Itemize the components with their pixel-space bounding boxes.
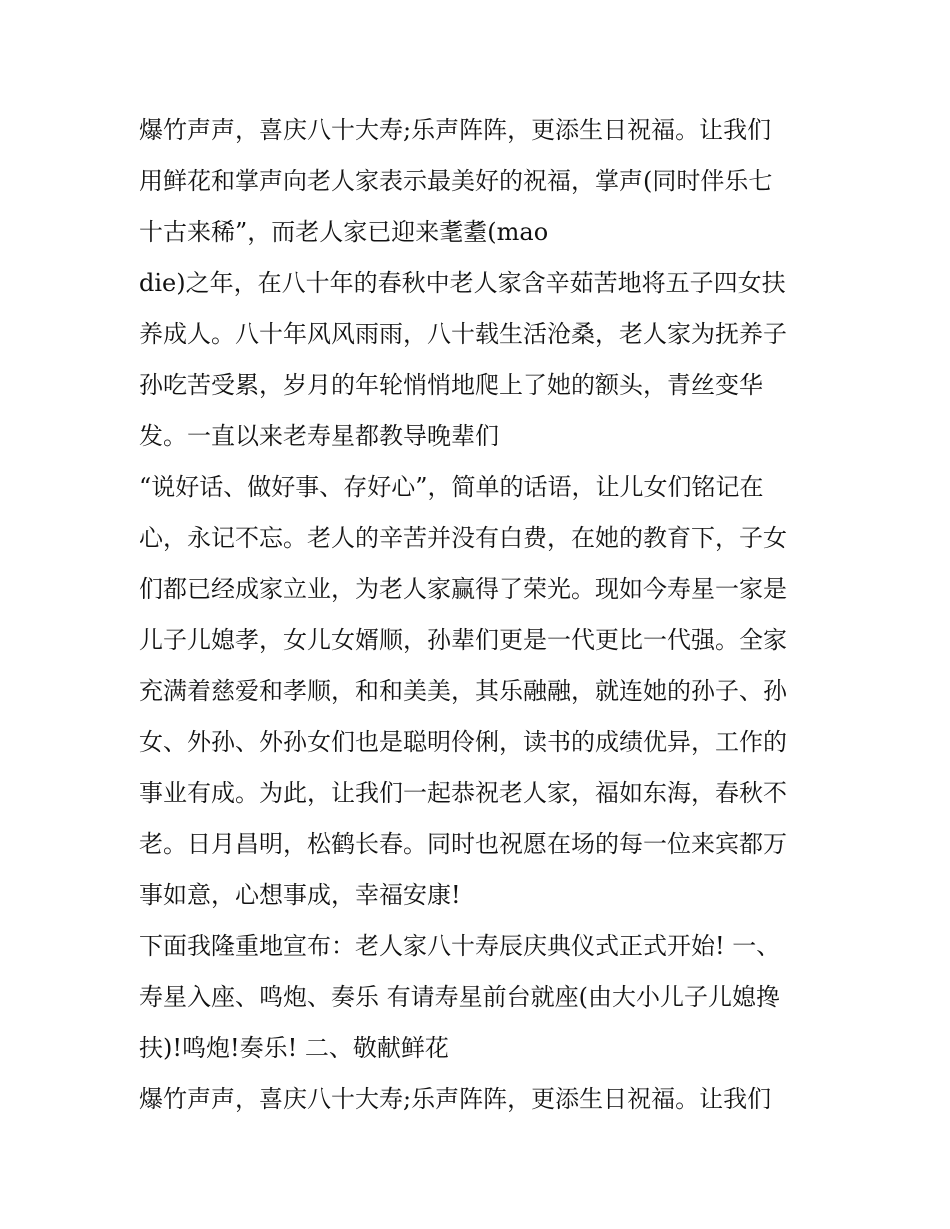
text-line: 用鲜花和掌声向老人家表示最美好的祝福，掌声(同时伴乐七: [139, 167, 773, 195]
text-line: 老。日月昌明，松鹤长春。同时也祝愿在场的每一位来宾都万: [139, 830, 787, 858]
text-line: 们都已经成家立业，为老人家赢得了荣光。现如今寿星一家是: [139, 575, 787, 603]
text-line: 事业有成。为此，让我们一起恭祝老人家，福如东海，春秋不: [139, 779, 787, 807]
text-line: 发。一直以来老寿星都教导晚辈们: [139, 422, 499, 450]
text-line: “说好话、做好事、存好心”，简单的话语，让儿女们铭记在: [139, 473, 764, 501]
text-line: 养成人。八十年风风雨雨，八十载生活沧桑，老人家为抚养子: [139, 320, 787, 348]
text-line: 扶)!鸣炮!奏乐! 二、敬献鲜花: [139, 1034, 449, 1062]
text-line: 爆竹声声，喜庆八十大寿;乐声阵阵，更添生日祝福。让我们: [139, 1085, 772, 1113]
text-line: 充满着慈爱和孝顺，和和美美，其乐融融，就连她的孙子、孙: [139, 677, 787, 705]
text-line: 孙吃苦受累，岁月的年轮悄悄地爬上了她的额头，青丝变华: [139, 371, 763, 399]
text-line: 十古来稀”，而老人家已迎来耄耋(mao: [139, 218, 549, 246]
text-line: 寿星入座、鸣炮、奏乐 有请寿星前台就座(由大小儿子儿媳搀: [139, 983, 780, 1011]
text-line: 女、外孙、外孙女们也是聪明伶俐，读书的成绩优异，工作的: [139, 728, 787, 756]
text-line: 爆竹声声，喜庆八十大寿;乐声阵阵，更添生日祝福。让我们: [139, 116, 772, 144]
text-line: 儿子儿媳孝，女儿女婿顺，孙辈们更是一代更比一代强。全家: [139, 626, 787, 654]
text-line: 事如意，心想事成，幸福安康!: [139, 881, 461, 909]
text-line: 下面我隆重地宣布：老人家八十寿辰庆典仪式正式开始! 一、: [139, 932, 781, 960]
text-line: die)之年，在八十年的春秋中老人家含辛茹苦地将五子四女扶: [139, 269, 786, 297]
text-line: 心，永记不忘。老人的辛苦并没有白费，在她的教育下，子女: [139, 524, 787, 552]
